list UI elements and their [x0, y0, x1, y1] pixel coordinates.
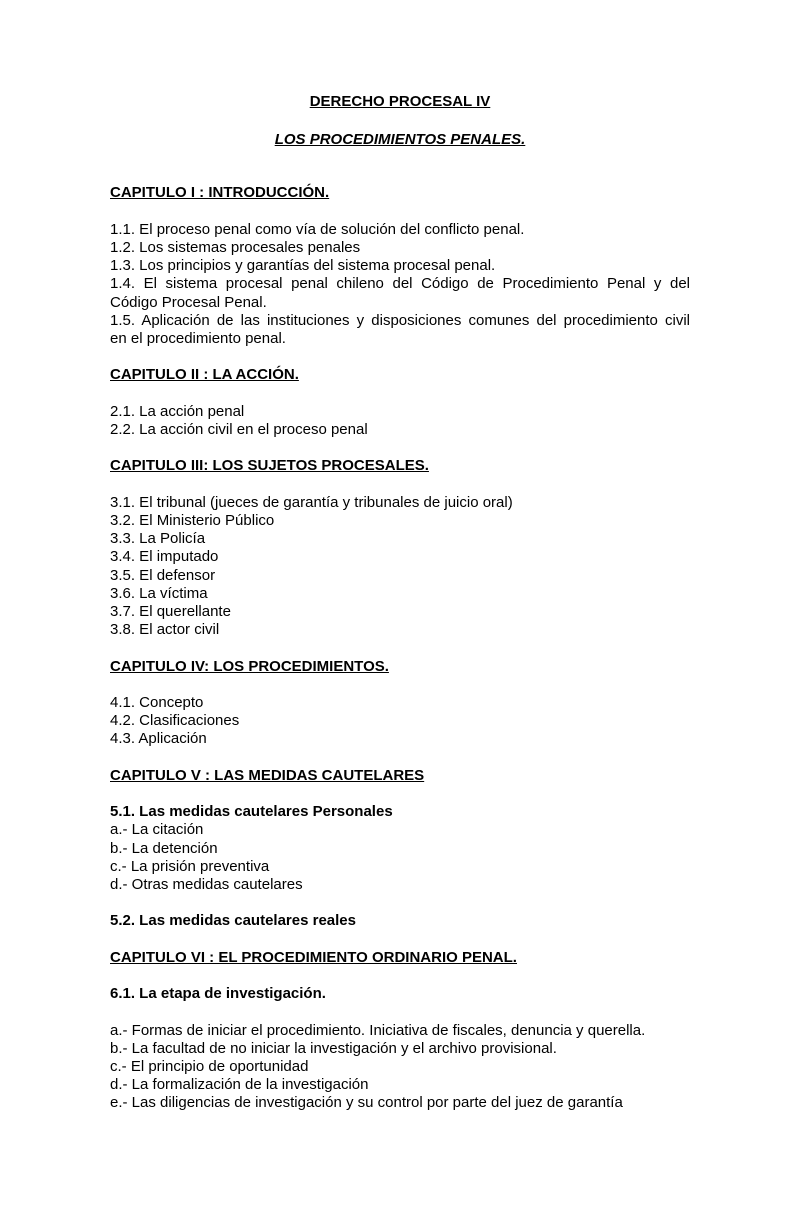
paragraph-line: 1.4. El sistema procesal penal chileno del Código de Procedimiento Penal y del: [110, 275, 690, 293]
paragraph-line: Código Procesal Penal.: [110, 293, 267, 311]
toc-item: c.- La prisión preventiva: [110, 857, 270, 875]
toc-item: 2.2. La acción civil en el proceso penal: [110, 421, 368, 438]
toc-item: 4.2. Clasificaciones: [110, 712, 240, 730]
toc-item: [110, 312, 690, 348]
toc-item: 3.4. El imputado: [110, 548, 219, 566]
toc-item: a.- Formas de iniciar el procedimiento. Iniciativa de fiscales, denuncia y querella.: [110, 1021, 646, 1039]
item-group: [110, 403, 690, 439]
item-group: [110, 694, 690, 749]
toc-item: [110, 275, 690, 311]
toc-item: 4.3. Aplicación: [110, 730, 207, 748]
toc-item: 4.1. Concepto: [110, 693, 204, 711]
toc-item: 1.2. Los sistemas procesales penales: [110, 239, 361, 256]
item-group: [110, 1022, 690, 1113]
toc-item: e.- Las diligencias de investigación y su control por parte del juez de garantía: [110, 1094, 623, 1112]
section-capitulo-2: [110, 366, 690, 439]
toc-item: a.- La citación: [110, 821, 204, 839]
item-group: [110, 912, 690, 930]
paragraph-line: 1.5. Aplicación de las instituciones y disposiciones comunes del procedimiento civil: [110, 311, 690, 329]
toc-item-bold: 5.1. Las medidas cautelares Personales: [110, 803, 393, 821]
toc-item: b.- La detención: [110, 839, 218, 857]
toc-item: 3.1. El tribunal (jueces de garantía y tribunales de juicio oral): [110, 493, 513, 511]
toc-item: c.- El principio de oportunidad: [110, 1057, 309, 1075]
document-subtitle: LOS PROCEDIMIENTOS PENALES.: [274, 131, 526, 149]
section-heading: CAPITULO III: LOS SUJETOS PROCESALES.: [110, 457, 429, 475]
section-heading: CAPITULO V : LAS MEDIDAS CAUTELARES: [110, 766, 425, 784]
document-sections: [110, 184, 690, 1112]
toc-item-bold: 5.2. Las medidas cautelares reales: [110, 912, 356, 930]
section-capitulo-5: [110, 767, 690, 931]
section-capitulo-3: [110, 457, 690, 639]
toc-item: 3.3. La Policía: [110, 530, 206, 548]
document-title: DERECHO PROCESAL IV: [309, 93, 491, 110]
section-heading: CAPITULO I : INTRODUCCIÓN.: [110, 184, 330, 202]
toc-item: 3.5. El defensor: [110, 566, 216, 584]
paragraph-line: en el procedimiento penal.: [110, 330, 286, 348]
item-group: [110, 985, 690, 1003]
section-capitulo-4: [110, 658, 690, 749]
toc-item: 3.2. El Ministerio Público: [110, 511, 275, 529]
toc-item: b.- La facultad de no iniciar la investigación y el archivo provisional.: [110, 1039, 557, 1057]
item-group: [110, 221, 690, 348]
toc-item: 3.7. El querellante: [110, 603, 231, 620]
section-heading: CAPITULO II : LA ACCIÓN.: [110, 366, 299, 384]
toc-item: d.- Otras medidas cautelares: [110, 875, 303, 893]
toc-item: 1.3. Los principios y garantías del sistema procesal penal.: [110, 257, 496, 275]
toc-item: 1.1. El proceso penal como vía de solución del conflicto penal.: [110, 220, 525, 238]
toc-item: d.- La formalización de la investigación: [110, 1076, 369, 1094]
toc-item: 3.6. La víctima: [110, 584, 208, 602]
toc-item-bold: 6.1. La etapa de investigación.: [110, 985, 326, 1003]
toc-item: 2.1. La acción penal: [110, 402, 245, 420]
item-group: [110, 803, 690, 894]
section-capitulo-6: [110, 949, 690, 1113]
section-heading: CAPITULO IV: LOS PROCEDIMIENTOS.: [110, 657, 389, 675]
section-capitulo-1: [110, 184, 690, 348]
item-group: [110, 494, 690, 640]
section-heading: CAPITULO VI : EL PROCEDIMIENTO ORDINARIO PENAL.: [110, 948, 517, 966]
toc-item: 3.8. El actor civil: [110, 621, 220, 639]
